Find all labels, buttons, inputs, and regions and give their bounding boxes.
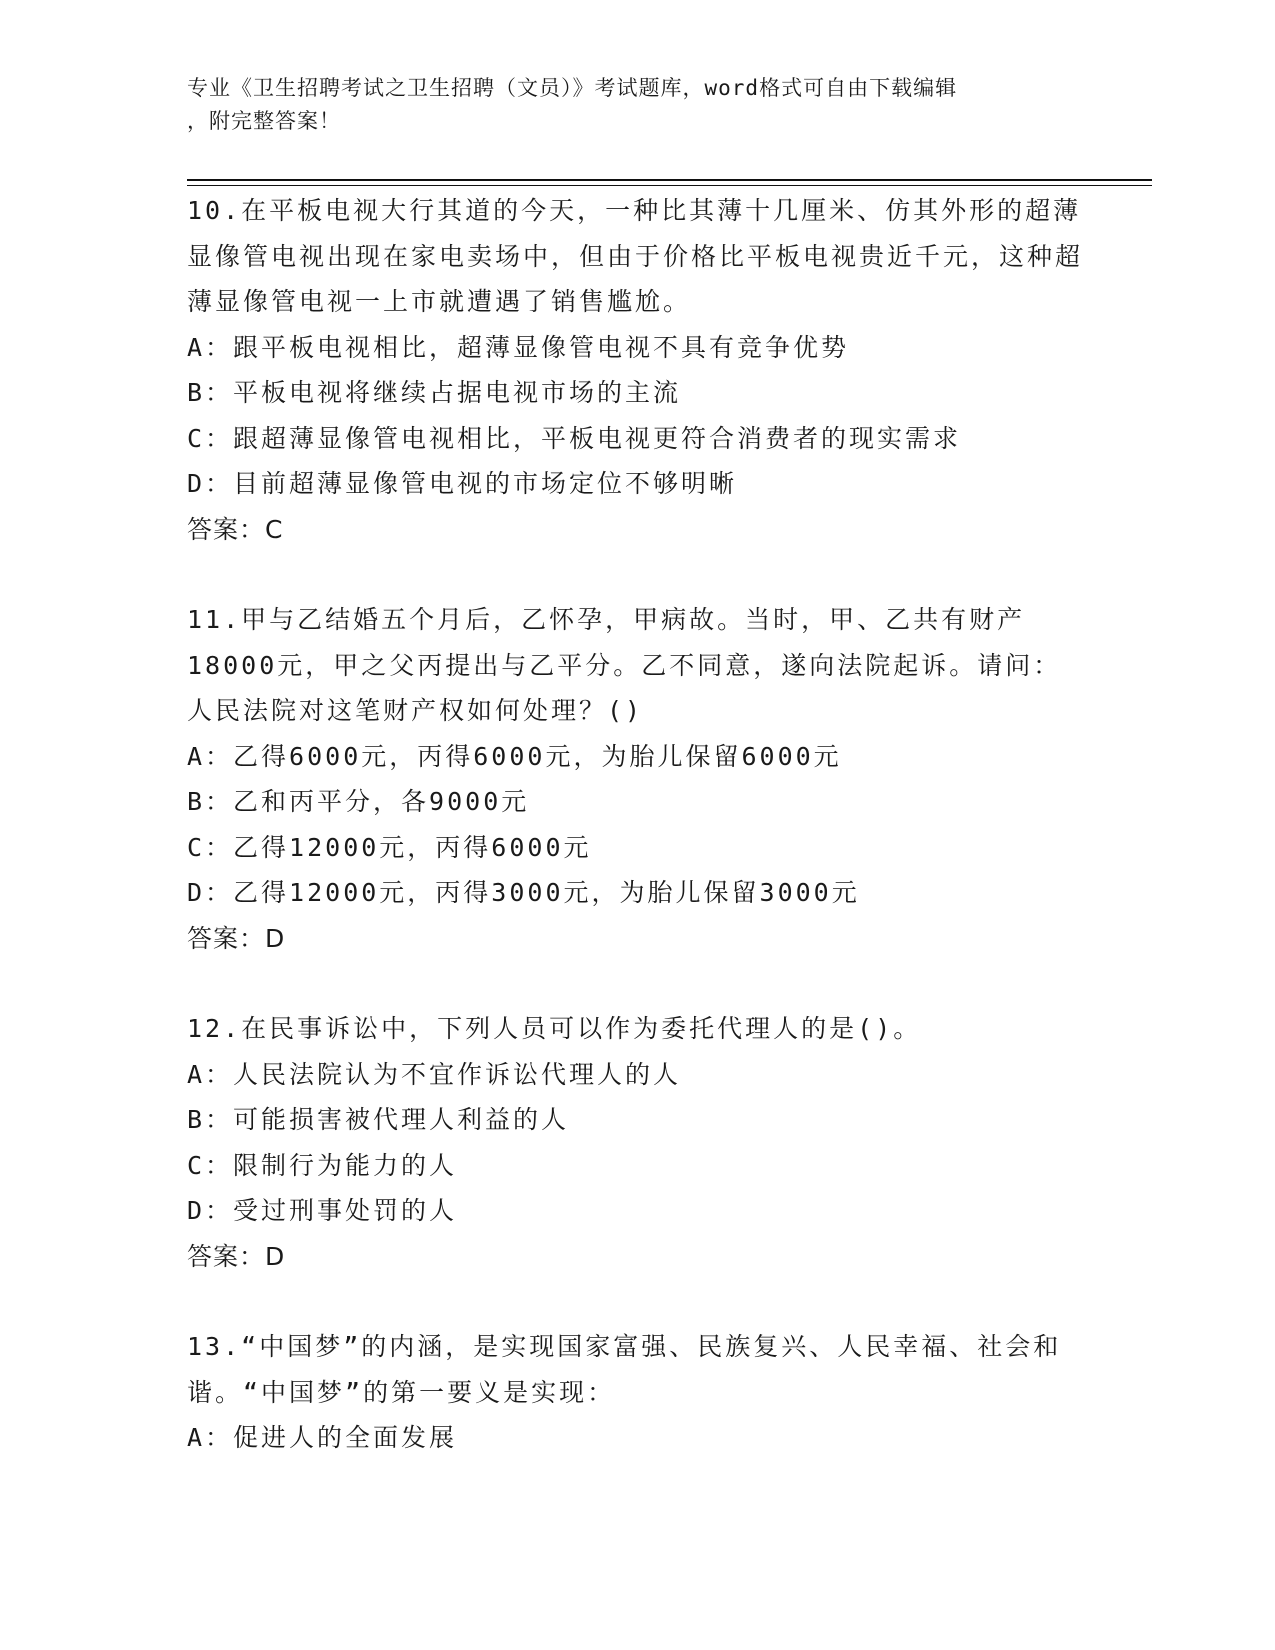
option-d: D：乙得12000元，丙得3000元，为胎儿保留3000元 (187, 878, 860, 907)
question-10 (187, 188, 1087, 552)
question-text: 12.在民事诉讼中，下列人员可以作为委托代理人的是()。 (187, 1014, 922, 1043)
option-d: D：目前超薄显像管电视的市场定位不够明晰 (187, 469, 738, 498)
answer: 答案：C (187, 514, 284, 544)
option-d: D：受过刑事处罚的人 (187, 1196, 458, 1225)
option-b: B：平板电视将继续占据电视市场的主流 (187, 378, 682, 407)
question-text: 13.“中国梦”的内涵，是实现国家富强、民族复兴、人民幸福、社会和谐。“中国梦”的第一要义是实现： (187, 1332, 1062, 1407)
question-12 (187, 1006, 1087, 1279)
header-divider-thin (187, 185, 1152, 186)
option-b: B：乙和丙平分，各9000元 (187, 787, 530, 816)
answer: 答案：D (187, 1241, 286, 1271)
option-a: A：跟平板电视相比，超薄显像管电视不具有竞争优势 (187, 332, 850, 362)
question-13 (187, 1324, 1087, 1461)
question-text: 10.在平板电视大行其道的今天，一种比其薄十几厘米、仿其外形的超薄显像管电视出现在家电卖场中，但由于价格比平板电视贵近千元，这种超薄显像管电视一上市就遭遇了销售尴尬。 (187, 196, 1084, 316)
document-header (187, 72, 1067, 138)
option-c: C：限制行为能力的人 (187, 1150, 458, 1180)
question-list (187, 188, 1087, 1506)
option-b: B：可能损害被代理人利益的人 (187, 1105, 570, 1134)
option-a: A：人民法院认为不宜作诉讼代理人的人 (187, 1059, 682, 1089)
header-divider-thick (187, 179, 1152, 181)
header-line-1: 专业《卫生招聘考试之卫生招聘（文员）》考试题库，word格式可自由下载编辑 (187, 76, 958, 100)
option-c: C：乙得12000元，丙得6000元 (187, 832, 592, 862)
option-a: A：乙得6000元，丙得6000元，为胎儿保留6000元 (187, 741, 842, 771)
header-line-2: ，附完整答案！ (187, 109, 341, 133)
option-c: C：跟超薄显像管电视相比，平板电视更符合消费者的现实需求 (187, 423, 962, 453)
question-11 (187, 597, 1087, 961)
option-a: A：促进人的全面发展 (187, 1423, 458, 1452)
question-text: 11.甲与乙结婚五个月后，乙怀孕，甲病故。当时，甲、乙共有财产18000元，甲之父丙提出与乙平分。乙不同意，遂向法院起诉。请问：人民法院对这笔财产权如何处理？() (187, 605, 1062, 725)
answer: 答案：D (187, 923, 286, 953)
